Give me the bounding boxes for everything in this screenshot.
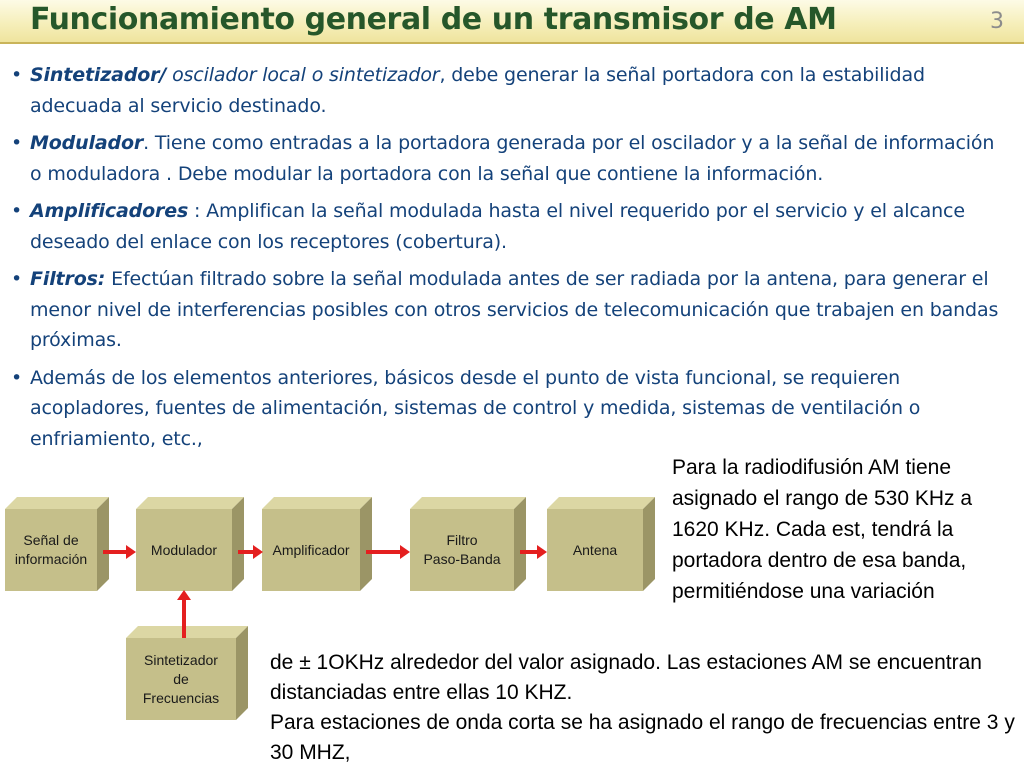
bullet-term: Amplificadores [30,200,189,222]
block-label: Antena [547,509,643,591]
bullet-term-extra: oscilador local o sintetizador [166,64,440,86]
bullet-text: : Amplifican la señal modulada hasta el nivel requerido por el servicio y el alcance deseado del enlace con los receptores (cobertura). [30,200,965,253]
arrow-sintetizador-to-modulador [182,598,186,638]
block-filtro [410,497,526,591]
bullet-dot-icon: • [11,200,23,222]
bottom-note-line-1: de ± 1OKHz alrededor del valor asignado. Las estaciones AM se encuentran distanciadas entre ellas 10 KHZ. [270,651,982,704]
block-label: Modulador [136,509,232,591]
bullet-item [11,363,1010,455]
bullet-term: Modulador [30,132,144,154]
bullet-text: , debe generar la señal portadora con la estabilidad adecuada al servicio destinado. [30,64,925,117]
bullet-dot-icon: • [11,268,23,290]
bullet-item [11,264,1010,356]
bullet-term: Filtros: [30,268,106,290]
block-amplificador [262,497,372,591]
block-label: Filtro Paso-Banda [410,509,514,591]
arrow-filtro-to-antena [520,550,539,554]
bullet-dot-icon: • [11,132,23,154]
bullet-dot-icon: • [11,64,23,86]
bullet-text: Efectúan filtrado sobre la señal modulada antes de ser radiada por la antena, para generar el menor nivel de interferencias posibles con otros servicios de telecomunicación que trabajen en bandas próximas. [30,268,999,351]
bottom-note [270,648,1020,768]
block-antena [547,497,655,591]
block-senal-informacion [5,497,109,591]
title-bar [0,0,1024,44]
bullet-list [11,60,1010,461]
block-modulador [136,497,244,591]
bullet-dot-icon: • [11,366,23,389]
bullet-item [11,60,1010,121]
bullet-text: . Tiene como entradas a la portadora generada por el oscilador y a la señal de información o moduladora . Debe modular la portadora con la señal que contiene la información. [30,132,995,185]
bullet-text: Además de los elementos anteriores, básicos desde el punto de vista funcional, se requieren acopladores, fuentes de alimentación, sistemas de control y medida, sistemas de ventilación o enfriamiento, etc., [30,366,921,450]
arrow-modulador-to-amplificador [238,550,255,554]
bullet-term: Sintetizador/ [30,64,167,86]
slide-title: Funcionamiento general de un transmisor de AM [30,2,837,37]
side-note: Para la radiodifusión AM tiene asignado el rango de 530 KHz a 1620 KHz. Cada est, tendrá la portadora dentro de esa banda, permitiéndose una variación [672,456,973,603]
bullet-item [11,128,1010,189]
block-sintetizador [126,626,248,720]
block-label: Amplificador [262,509,360,591]
bullet-item [11,196,1010,257]
slide-number: 3 [990,9,1004,34]
block-label: Sintetizador de Frecuencias [126,638,236,720]
block-label: Señal de información [5,509,97,591]
arrow-senal-to-modulador [103,550,128,554]
arrow-amplificador-to-filtro [366,550,402,554]
bottom-note-line-2: Para estaciones de onda corta se ha asignado el rango de frecuencias entre 3 y 30 MHZ, [270,711,1015,764]
